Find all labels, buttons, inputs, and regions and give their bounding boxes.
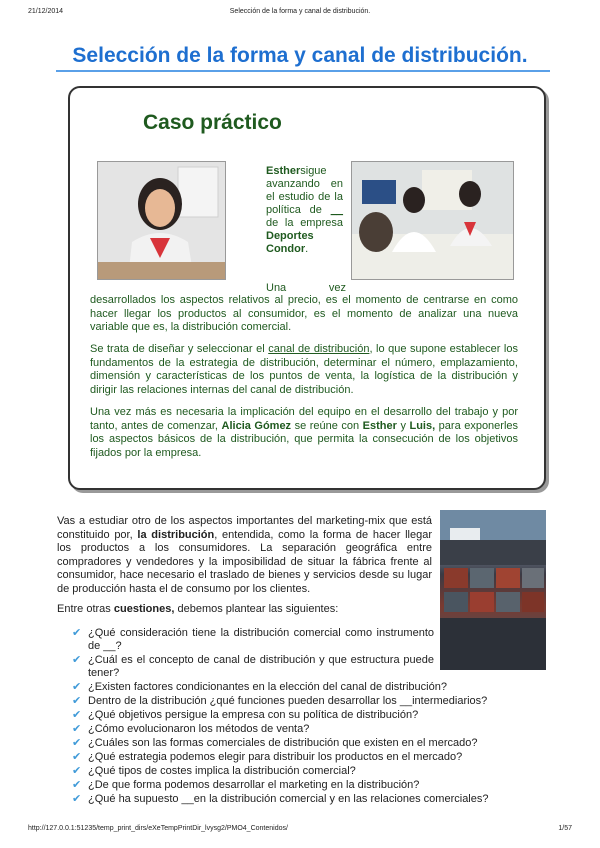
- question-text: Dentro de la distribución ¿qué funciones pueden desarrollar los __intermediarios?: [88, 695, 488, 707]
- question-text: ¿Cuál es el concepto de canal de distribución y que estructura puede tener?: [88, 654, 434, 679]
- header-date: 21/12/2014: [28, 8, 64, 15]
- list-item: [72, 779, 528, 792]
- header-title: Selección de la forma y canal de distribución.: [229, 8, 371, 15]
- checkmark-icon: ✔: [72, 681, 82, 693]
- p3-name-esther: Esther: [362, 419, 397, 432]
- body-paragraph-1: [57, 515, 432, 596]
- intro-name: Esther: [266, 165, 301, 177]
- intro-blank-link[interactable]: __: [330, 204, 343, 216]
- question-text: ¿Qué estrategia podemos elegir para distribuir los productos en el mercado?: [88, 751, 463, 763]
- checkmark-icon: ✔: [72, 779, 82, 791]
- question-text: ¿Qué tipos de costes implica la distribución comercial?: [88, 765, 356, 777]
- footer-page-number: 1/57: [558, 825, 572, 832]
- list-item: [72, 737, 528, 750]
- list-item: [72, 681, 528, 694]
- case-una-vez: [266, 282, 346, 294]
- question-text: ¿Cuáles son las formas comerciales de distribución que existen en el mercado?: [88, 737, 478, 749]
- body-p1-bold: la distribución: [137, 528, 215, 541]
- body-entre-otras: [57, 603, 338, 615]
- checkmark-icon: ✔: [72, 695, 82, 707]
- checkmark-icon: ✔: [72, 627, 82, 639]
- una-word: Una: [266, 282, 287, 294]
- checkmark-icon: ✔: [72, 751, 82, 763]
- footer-url: http://127.0.0.1:51235/temp_print_dirs/eXeTempPrintDir_lvysg2/PMO4_Contenidos/: [28, 825, 288, 832]
- question-text: ¿Existen factores condicionantes en la elección del canal de distribución?: [88, 681, 447, 693]
- question-text: ¿Qué ha supuesto __en la distribución comercial y en las relaciones comerciales?: [88, 793, 489, 805]
- p2-after: , lo que supone establecer los fundamentos de la estrategia de distribución, determinar el número, emplazamiento, dimensión y características de los puntos de venta, la logística de la distribución y dirigir las relaciones internas del canal de distribución.: [90, 343, 518, 396]
- p3-name-alicia: Alicia Gómez: [221, 419, 292, 432]
- list-item: [72, 793, 528, 806]
- case-paragraph-2: [90, 343, 518, 397]
- canal-distribucion-link[interactable]: canal de distribución: [268, 343, 370, 355]
- vez-word: vez: [328, 282, 346, 294]
- woman-photo: [97, 161, 226, 280]
- case-paragraph-1: desarrollados los aspectos relativos al precio, es el momento de centrarse en como hacer llegar los productos al consumidor, es el momento de analizar una nueva variable que es, la distribución comercial.: [90, 294, 518, 333]
- case-paragraph-3: [90, 406, 518, 460]
- entre-b: debemos plantear las siguientes:: [177, 603, 339, 615]
- page-title: Selección de la forma y canal de distribución.: [72, 44, 528, 67]
- list-item: [72, 765, 528, 778]
- checkmark-icon: ✔: [72, 793, 82, 805]
- list-item: [72, 627, 434, 653]
- list-item: [72, 654, 434, 680]
- title-underline: [56, 70, 550, 72]
- p3-d: para exponerles los aspectos básicos de la distribución, que permita la consecución de los objetivos fijados por la empresa.: [90, 419, 519, 459]
- intro-de: de la empresa: [266, 217, 343, 229]
- body-p1-b: , entendida, como la forma de hacer llegar los productos a los consumidores. La separación geográfica entre compradores y vendedores y la imposibilidad de situar la fábrica frente al consumidor, hace necesario el traslado de bienes y servicios desde su lugar de producción hasta el de consumo por los clientes.: [57, 528, 432, 595]
- checkmark-icon: ✔: [72, 737, 82, 749]
- team-meeting-photo: [351, 161, 514, 280]
- p3-a: Una vez más es necesaria la implicación del equipo en el desarrollo del trabajo y por tanto, antes de comenzar,: [90, 406, 518, 432]
- cargo-ship-photo: [440, 510, 546, 670]
- question-text: ¿Qué objetivos persigue la empresa con su política de distribución?: [88, 709, 419, 721]
- case-intro-text: Esthersigue avanzando en el estudio de la política de __ de la empresa Deportes Condor.: [266, 165, 343, 255]
- list-item: [72, 695, 528, 708]
- case-heading: Caso práctico: [143, 111, 282, 134]
- question-text: ¿Qué consideración tiene la distribución comercial como instrumento de __?: [88, 627, 434, 652]
- list-item: [72, 723, 528, 736]
- entre-bold: cuestiones,: [113, 603, 175, 615]
- checkmark-icon: ✔: [72, 723, 82, 735]
- p3-c: y: [400, 419, 406, 432]
- checkmark-icon: ✔: [72, 709, 82, 721]
- body-p1-a: Vas a estudiar otro de los aspectos importantes del marketing-mix que está constituido por,: [57, 515, 432, 541]
- question-text: ¿De que forma podemos desarrollar el marketing en la distribución?: [88, 779, 420, 791]
- list-item: [72, 751, 528, 764]
- intro-company: Deportes Condor: [266, 230, 314, 255]
- entre-a: Entre otras: [57, 603, 111, 615]
- p3-b: se reúne con: [294, 419, 360, 432]
- p2-before: Se trata de diseñar y seleccionar el: [90, 343, 265, 355]
- list-item: [72, 709, 528, 722]
- checkmark-icon: ✔: [72, 765, 82, 777]
- questions-list: [72, 627, 489, 807]
- question-text: ¿Cómo evolucionaron los métodos de venta?: [88, 723, 310, 735]
- p3-name-luis: Luis,: [409, 419, 436, 432]
- checkmark-icon: ✔: [72, 654, 82, 666]
- intro-text: sigue avanzando en el estudio de la política de: [266, 165, 343, 216]
